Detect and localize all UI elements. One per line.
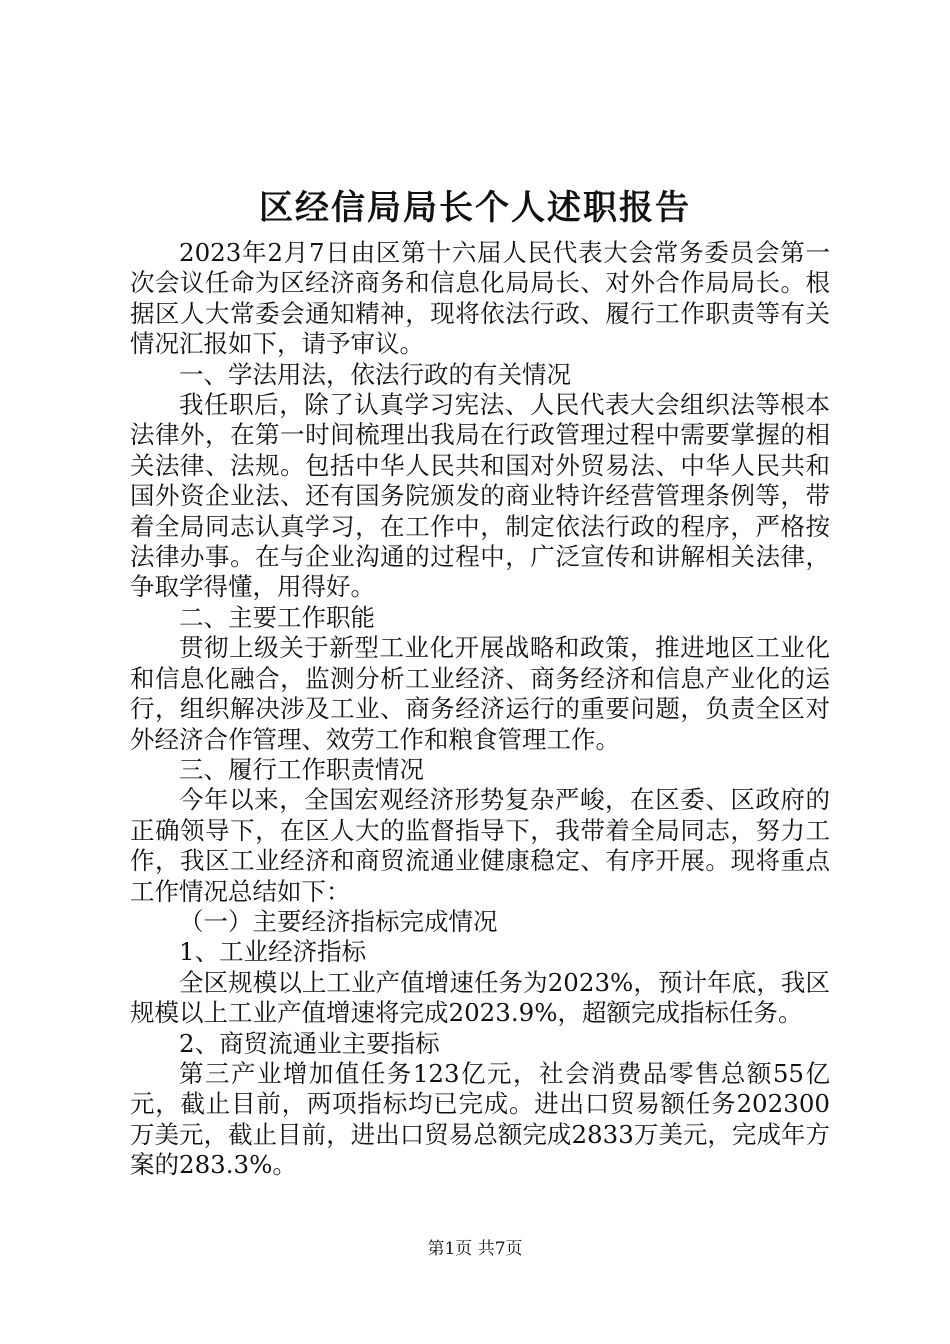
document-title: 区经信局局长个人述职报告 [259, 188, 691, 228]
item-2-paragraph: 第三产业增加值任务123亿元，社会消费品零售总额55亿元，截止目前，两项指标均已完成。进出口贸易额任务202300万美元，截止目前，进出口贸易总额完成2833万美元，完成年方案的283.3%。 [130, 1058, 830, 1180]
document-body [130, 238, 830, 1181]
subsection-heading-1: （一）主要经济指标完成情况 [179, 906, 498, 936]
section-2-paragraph: 贯彻上级关于新型工业化开展战略和政策，推进地区工业化和信息化融合，监测分析工业经济、商务经济和信息产业化的运行，组织解决涉及工业、商务经济运行的重要问题，负责全区对外经济合作管理、效劳工作和粮食管理工作。 [130, 633, 830, 754]
item-1-paragraph: 全区规模以上工业产值增速任务为2023%，预计年底，我区规模以上工业产值增速将完成2023.9%，超额完成指标任务。 [130, 967, 830, 1028]
intro-paragraph: 2023年2月7日由区第十六届人民代表大会常务委员会第一次会议任命为区经济商务和信息化局局长、对外合作局局长。根据区人大常委会通知精神，现将依法行政、履行工作职责等有关情况汇报如下，请予审议。 [130, 238, 830, 359]
section-heading-2: 二、主要工作职能 [179, 602, 375, 632]
section-heading-1: 一、学法用法，依法行政的有关情况 [179, 359, 571, 389]
item-heading-2: 2、商贸流通业主要指标 [179, 1028, 440, 1058]
section-heading-3: 三、履行工作职责情况 [179, 754, 424, 784]
page-footer: 第1页 共7页 [427, 1239, 523, 1259]
section-3-paragraph: 今年以来，全国宏观经济形势复杂严峻，在区委、区政府的正确领导下，在区人大的监督指导下，我带着全局同志，努力工作，我区工业经济和商贸流通业健康稳定、有序开展。现将重点工作情况总结如下： [130, 785, 830, 906]
item-heading-1: 1、工业经济指标 [179, 937, 367, 967]
section-1-paragraph: 我任职后，除了认真学习宪法、人民代表大会组织法等根本法律外，在第一时间梳理出我局在行政管理过程中需要掌握的相关法律、法规。包括中华人民共和国对外贸易法、中华人民共和国外资企业法、还有国务院颁发的商业特许经营管理条例等，带着全局同志认真学习，在工作中，制定依法行政的程序，严格按法律办事。在与企业沟通的过程中，广泛宣传和讲解相关法律，争取学得懂，用得好。 [130, 390, 830, 602]
